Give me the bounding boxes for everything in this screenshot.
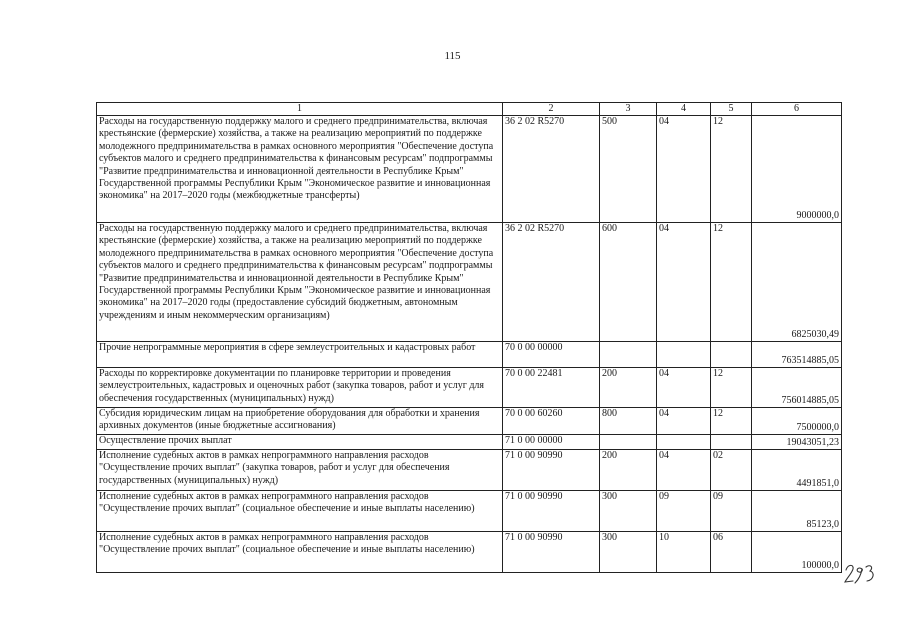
row-expense-type (600, 342, 657, 368)
column-header: 3 (600, 103, 657, 116)
table-row (97, 532, 842, 573)
row-amount: 100000,0 (752, 532, 842, 573)
row-section: 04 (657, 223, 711, 342)
table-row (97, 408, 842, 435)
row-amount: 756014885,05 (752, 368, 842, 408)
column-header: 4 (657, 103, 711, 116)
row-section (657, 342, 711, 368)
row-description: Расходы на государственную поддержку малого и среднего предпринимательства, включая крестьянские (фермерские) хозяйства, а также на реализацию мероприятий по поддержке молодежного предпринимательства в рамках основного мероприятия "Обеспечение доступа субъектов малого и среднего предпринимательства к финансовым ресурсам" подпрограммы "Развитие предпринимательства и инновационной деятельности в Республике Крым" Государственной программы Республики Крым "Экономическое развитие и инновационная экономика" на 2017–2020 годы (межбюджетные трансферты) (97, 116, 503, 223)
row-expense-type: 300 (600, 532, 657, 573)
page-number: 115 (444, 50, 461, 62)
table-row (97, 450, 842, 491)
row-code: 71 0 00 90990 (503, 532, 600, 573)
row-subsection: 09 (711, 491, 752, 532)
table-row (97, 491, 842, 532)
column-header: 6 (752, 103, 842, 116)
row-description: Исполнение судебных актов в рамках непрограммного направления расходов "Осуществление прочих выплат" (социальное обеспечение и иные выплаты населению) (97, 532, 503, 573)
table-row (97, 116, 842, 223)
handwritten-page-number (843, 561, 877, 585)
row-subsection (711, 435, 752, 450)
row-code: 70 0 00 60260 (503, 408, 600, 435)
column-header: 2 (503, 103, 600, 116)
row-code: 71 0 00 90990 (503, 491, 600, 532)
row-amount: 19043051,23 (752, 435, 842, 450)
row-amount: 6825030,49 (752, 223, 842, 342)
row-description: Осуществление прочих выплат (97, 435, 503, 450)
row-code: 36 2 02 R5270 (503, 223, 600, 342)
row-expense-type: 300 (600, 491, 657, 532)
column-header: 1 (97, 103, 503, 116)
row-section (657, 435, 711, 450)
row-subsection (711, 342, 752, 368)
row-section: 04 (657, 450, 711, 491)
table-row (97, 223, 842, 342)
row-expense-type: 200 (600, 450, 657, 491)
row-code: 70 0 00 22481 (503, 368, 600, 408)
row-description: Расходы по корректировке документации по планировке территории и проведения землеустроительных, кадастровых и оценочных работ (закупка товаров, работ и услуг для обеспечения государственных (муниципальных) нужд) (97, 368, 503, 408)
row-section: 10 (657, 532, 711, 573)
row-expense-type: 200 (600, 368, 657, 408)
row-code: 70 0 00 00000 (503, 342, 600, 368)
row-section: 04 (657, 116, 711, 223)
row-description: Исполнение судебных актов в рамках непрограммного направления расходов "Осуществление прочих выплат" (социальное обеспечение и иные выплаты населению) (97, 491, 503, 532)
table-row (97, 435, 842, 450)
budget-table (96, 102, 842, 573)
row-subsection: 12 (711, 368, 752, 408)
row-subsection: 12 (711, 116, 752, 223)
row-section: 04 (657, 408, 711, 435)
row-description: Расходы на государственную поддержку малого и среднего предпринимательства, включая крестьянские (фермерские) хозяйства, а также на реализацию мероприятий по поддержке молодежного предпринимательства в рамках основного мероприятия "Обеспечение доступа субъектов малого и среднего предпринимательства к финансовым ресурсам" подпрограммы "Развитие предпринимательства и инновационной деятельности в Республике Крым" Государственной программы Республики Крым "Экономическое развитие и инновационная экономика" на 2017–2020 годы (предоставление субсидий бюджетным, автономным учреждениям и иным некоммерческим организациям) (97, 223, 503, 342)
row-section: 04 (657, 368, 711, 408)
row-code: 36 2 02 R5270 (503, 116, 600, 223)
row-expense-type: 800 (600, 408, 657, 435)
row-expense-type (600, 435, 657, 450)
row-subsection: 02 (711, 450, 752, 491)
row-subsection: 12 (711, 223, 752, 342)
row-subsection: 12 (711, 408, 752, 435)
row-amount: 4491851,0 (752, 450, 842, 491)
table-row (97, 368, 842, 408)
row-description: Субсидия юридическим лицам на приобретение оборудования для обработки и хранения архивных документов (иные бюджетные ассигнования) (97, 408, 503, 435)
row-description: Прочие непрограммные мероприятия в сфере землеустроительных и кадастровых работ (97, 342, 503, 368)
row-expense-type: 600 (600, 223, 657, 342)
row-code: 71 0 00 90990 (503, 450, 600, 491)
row-code: 71 0 00 00000 (503, 435, 600, 450)
row-amount: 85123,0 (752, 491, 842, 532)
row-expense-type: 500 (600, 116, 657, 223)
row-amount: 9000000,0 (752, 116, 842, 223)
table-row (97, 342, 842, 368)
table-header-row (97, 103, 842, 116)
row-subsection: 06 (711, 532, 752, 573)
column-header: 5 (711, 103, 752, 116)
row-section: 09 (657, 491, 711, 532)
row-description: Исполнение судебных актов в рамках непрограммного направления расходов "Осуществление прочих выплат" (закупка товаров, работ и услуг для обеспечения государственных (муниципальных) нужд) (97, 450, 503, 491)
row-amount: 7500000,0 (752, 408, 842, 435)
row-amount: 763514885,05 (752, 342, 842, 368)
